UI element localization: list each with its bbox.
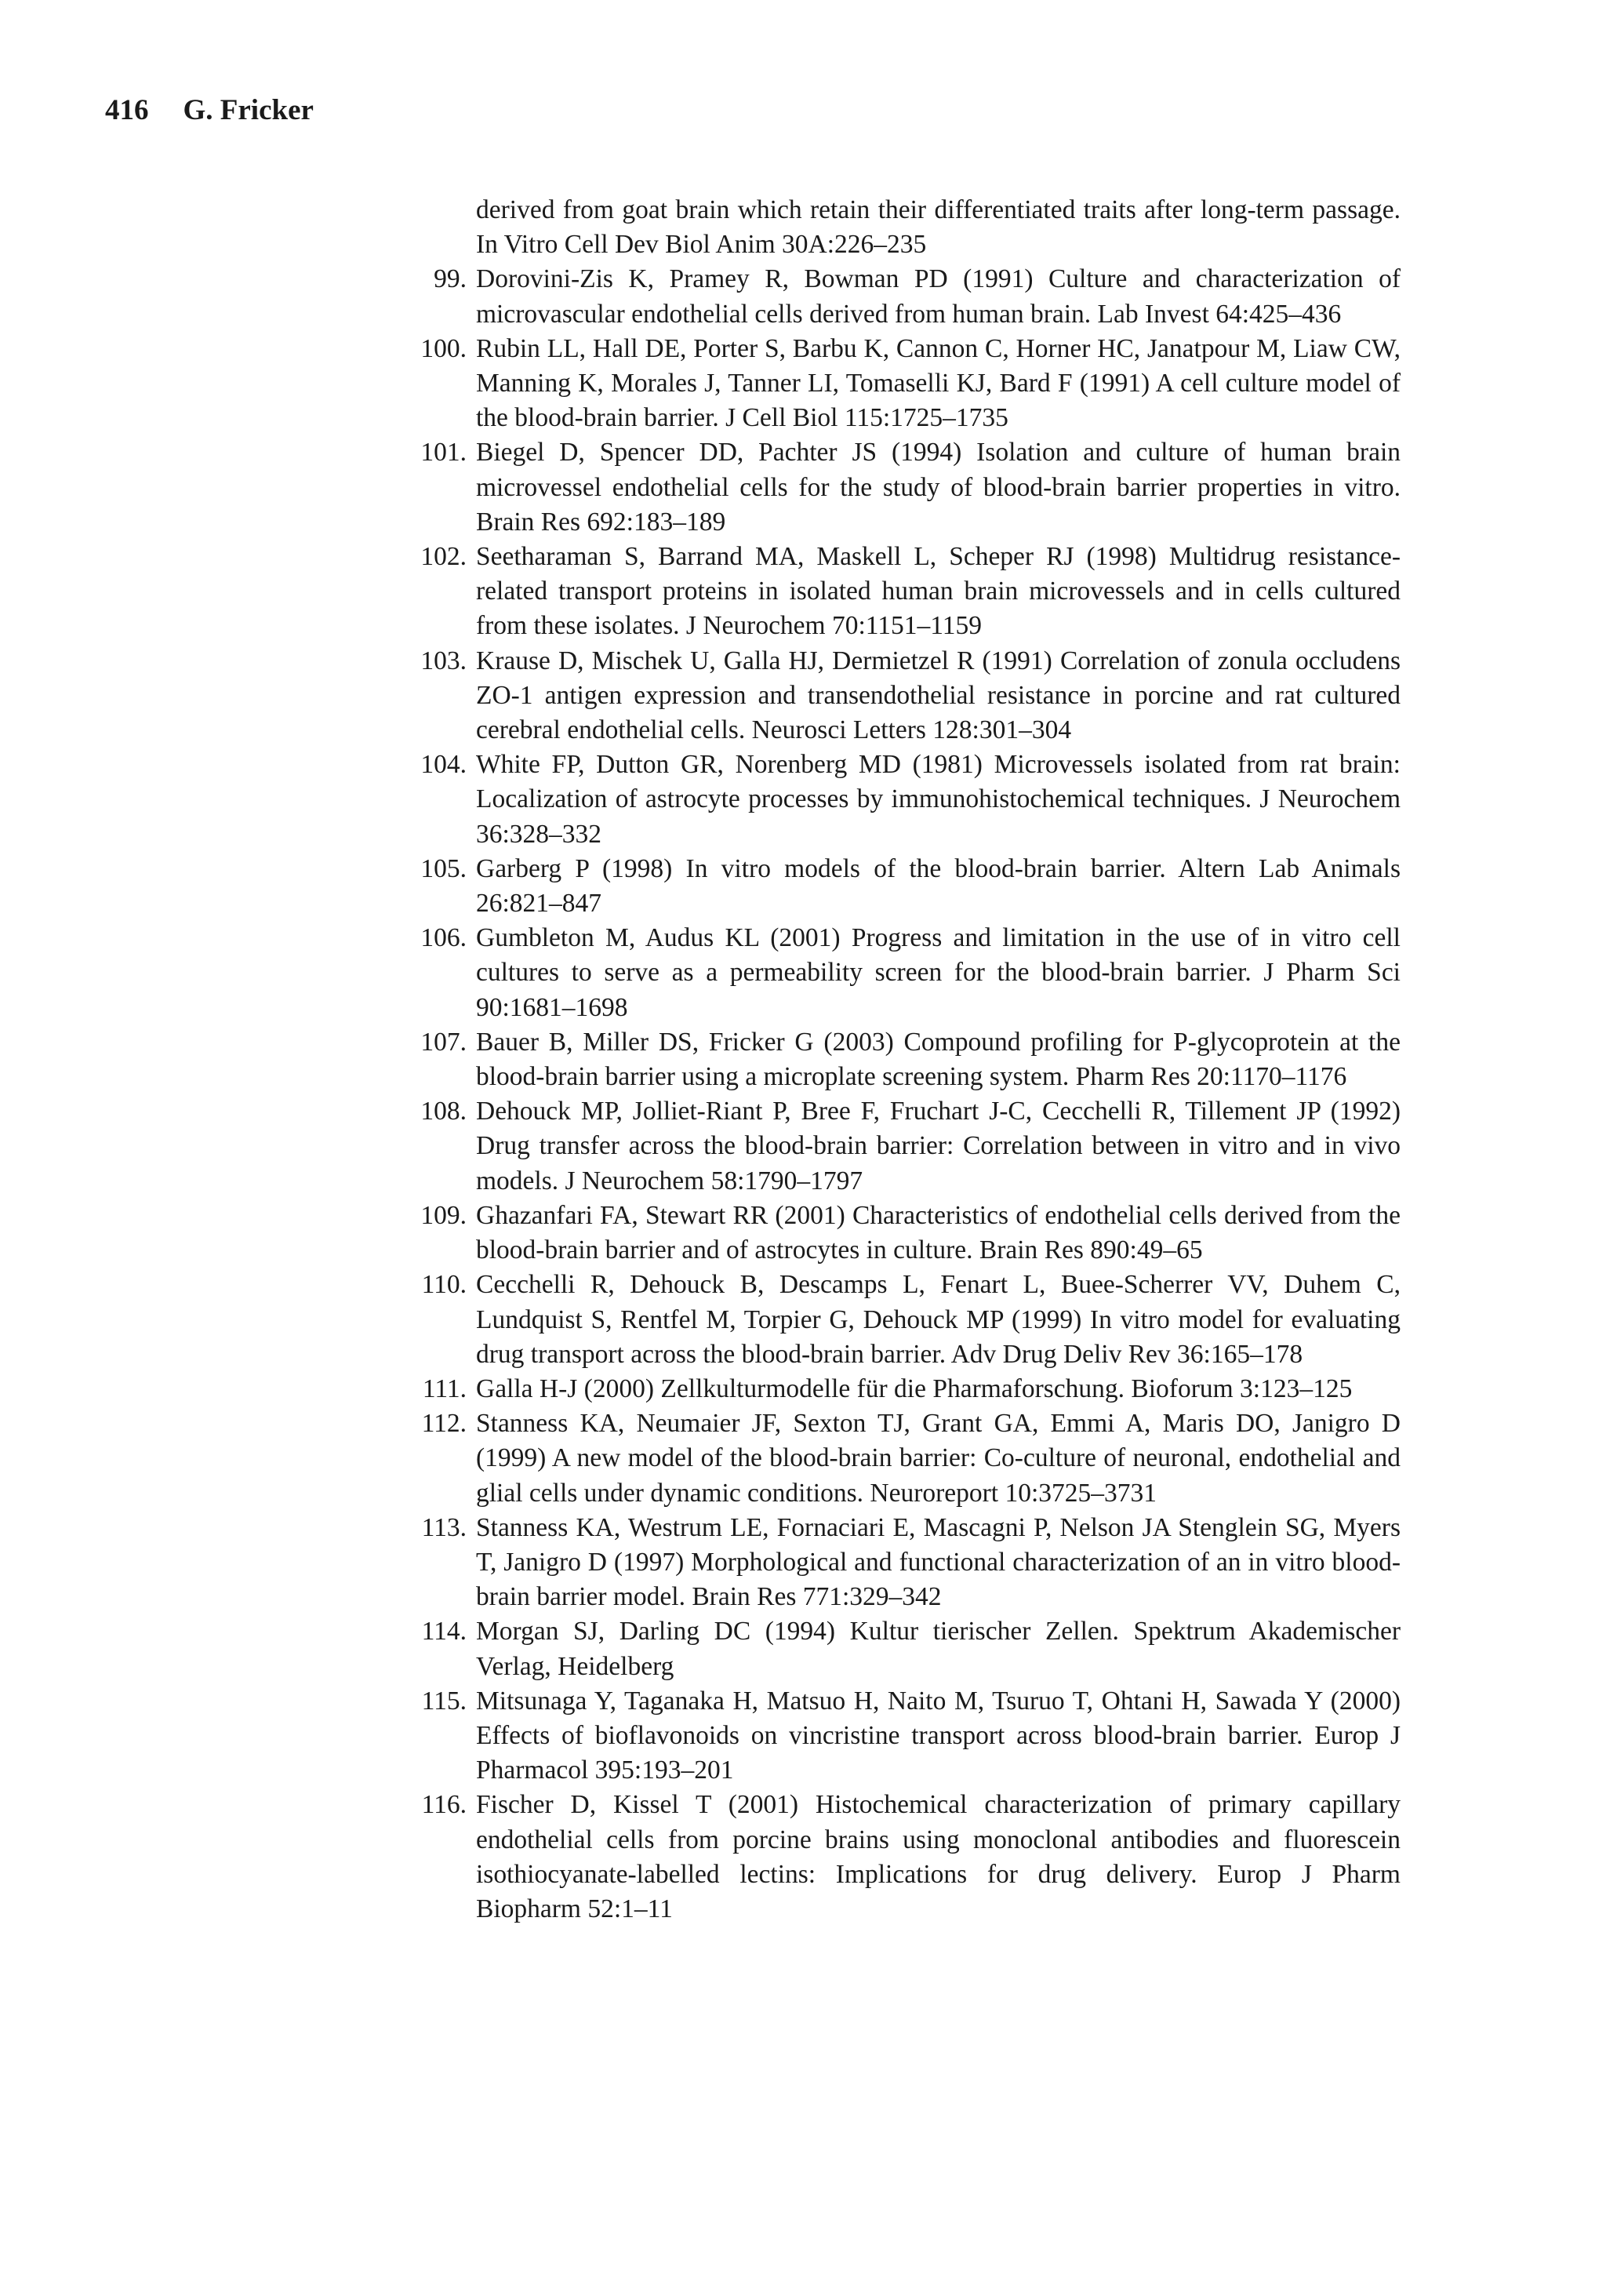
reference-text: derived from goat brain which retain their differentiated traits after long-term passage. In Vitro Cell Dev Biol Anim 30A:226–235 (476, 195, 1401, 260)
reference-item (420, 1094, 1401, 1199)
reference-text: Mitsunaga Y, Taganaka H, Matsuo H, Naito M, Tsuruo T, Ohtani H, Sawada Y (2000) Effects of bioflavonoids on vincristine transport across blood-brain barrier. Europ J Pharmacol 395:193–201 (476, 1686, 1401, 1785)
reference-item (421, 1406, 1401, 1511)
reference-text: Dorovini-Zis K, Pramey R, Bowman PD (1991) Culture and characterization of microvascular endothelial cells derived from human brain. Lab Invest 64:425–436 (476, 264, 1401, 329)
reference-item (420, 332, 1401, 436)
reference-number: 113. (421, 1512, 467, 1542)
reference-number: 105. (420, 853, 467, 883)
page-number: 416 (105, 94, 149, 126)
reference-text: Bauer B, Miller DS, Fricker G (2003) Compound profiling for P-glycoprotein at the blood-brain barrier using a microplate screening system. Pharm Res 20:1170–1176 (476, 1027, 1401, 1092)
reference-text: Cecchelli R, Dehouck B, Descamps L, Fenart L, Buee-Scherrer VV, Duhem C, Lundquist S, Rentfel M, Torpier G, Dehouck MP (1999) In vitro model for evaluating drug transport across the blood-brain barrier. Adv Drug Deliv Rev 36:165–178 (476, 1270, 1401, 1369)
reference-item (476, 193, 1401, 262)
reference-text: Garberg P (1998) In vitro models of the blood-brain barrier. Altern Lab Animals 26:821–847 (476, 853, 1401, 919)
reference-item (420, 1199, 1401, 1268)
reference-number: 109. (420, 1200, 467, 1230)
reference-item (420, 852, 1401, 921)
reference-item (420, 1025, 1401, 1094)
reference-item (421, 1788, 1401, 1927)
reference-item (420, 435, 1401, 540)
reference-number: 116. (421, 1790, 467, 1820)
reference-list (420, 193, 1401, 1927)
reference-text: Krause D, Mischek U, Galla HJ, Dermietzel R (1991) Correlation of zonula occludens ZO-1 antigen expression and transendothelial resistance in porcine and rat cultured cerebral endothelial cells. Neurosci Letters 128:301–304 (476, 646, 1401, 745)
reference-number: 115. (421, 1686, 467, 1716)
reference-number: 102. (420, 542, 467, 572)
reference-item (421, 1684, 1401, 1788)
reference-text: Rubin LL, Hall DE, Porter S, Barbu K, Cannon C, Horner HC, Janatpour M, Liaw CW, Manning K, Morales J, Tanner LI, Tomaselli KJ, Bard F (1991) A cell culture model of the blood-brain barrier. J Cell Biol 115:1725–1735 (476, 333, 1401, 433)
reference-number: 101. (420, 438, 467, 468)
reference-number: 111. (422, 1374, 467, 1403)
reference-item (421, 1511, 1401, 1615)
running-head-author: G. Fricker (183, 94, 314, 126)
reference-number: 112. (421, 1409, 467, 1439)
reference-item (420, 921, 1401, 1025)
reference-text: Gumbleton M, Audus KL (2001) Progress and limitation in the use of in vitro cell cultures to serve as a permeability screen for the blood-brain barrier. J Pharm Sci 90:1681–1698 (476, 923, 1401, 1022)
reference-number: 103. (420, 646, 467, 675)
reference-number: 106. (420, 923, 467, 953)
reference-item (420, 644, 1401, 748)
reference-item (420, 540, 1401, 644)
reference-number: 110. (421, 1270, 467, 1300)
reference-number: 104. (420, 750, 467, 780)
reference-item (434, 262, 1401, 331)
reference-text: Ghazanfari FA, Stewart RR (2001) Characteristics of endothelial cells derived from the blood-brain barrier and of astrocytes in culture. Brain Res 890:49–65 (476, 1200, 1401, 1265)
reference-item (420, 748, 1401, 852)
reference-text: Morgan SJ, Darling DC (1994) Kultur tierischer Zellen. Spektrum Akademischer Verlag, Heidelberg (476, 1617, 1401, 1681)
reference-number: 100. (420, 333, 467, 363)
reference-text: Stanness KA, Westrum LE, Fornaciari E, Mascagni P, Nelson JA Stenglein SG, Myers T, Janigro D (1997) Morphological and functional characterization of an in vitro blood-brain barrier model. Brain Res 771:329–342 (476, 1512, 1401, 1612)
reference-text: Seetharaman S, Barrand MA, Maskell L, Scheper RJ (1998) Multidrug resistance-related transport proteins in isolated human brain microvessels and in cells cultured from these isolates. J Neurochem 70:1151–1159 (476, 542, 1401, 641)
reference-text: Stanness KA, Neumaier JF, Sexton TJ, Grant GA, Emmi A, Maris DO, Janigro D (1999) A new model of the blood-brain barrier: Co-culture of neuronal, endothelial and glial cells under dynamic conditions. Neuroreport 10:3725–3731 (476, 1409, 1401, 1508)
reference-item (421, 1614, 1401, 1683)
reference-text: Galla H-J (2000) Zellkulturmodelle für die Pharmaforschung. Bioforum 3:123–125 (476, 1374, 1353, 1403)
reference-number: 108. (420, 1097, 467, 1126)
reference-item (422, 1372, 1401, 1406)
reference-text: Dehouck MP, Jolliet-Riant P, Bree F, Fruchart J-C, Cecchelli R, Tillement JP (1992) Drug transfer across the blood-brain barrier: Correlation between in vitro and in vivo models. J Neurochem 58:1790–1797 (476, 1097, 1401, 1195)
reference-text: Biegel D, Spencer DD, Pachter JS (1994) Isolation and culture of human brain microvessel endothelial cells for the study of blood-brain barrier properties in vitro. Brain Res 692:183–189 (476, 438, 1401, 537)
reference-text: Fischer D, Kissel T (2001) Histochemical characterization of primary capillary endothelial cells from porcine brains using monoclonal antibodies and fluorescein isothiocyanate-labelled lectins: Implications for drug delivery. Europ J Pharm Biopharm 52:1–11 (476, 1790, 1401, 1923)
reference-number: 99. (434, 264, 467, 294)
reference-item (421, 1268, 1401, 1372)
page-header (105, 96, 314, 125)
reference-text: White FP, Dutton GR, Norenberg MD (1981) Microvessels isolated from rat brain: Localization of astrocyte processes by immunohistochemical techniques. J Neurochem 36:328–332 (476, 750, 1401, 849)
reference-number: 107. (420, 1027, 467, 1057)
reference-number: 114. (421, 1617, 467, 1646)
